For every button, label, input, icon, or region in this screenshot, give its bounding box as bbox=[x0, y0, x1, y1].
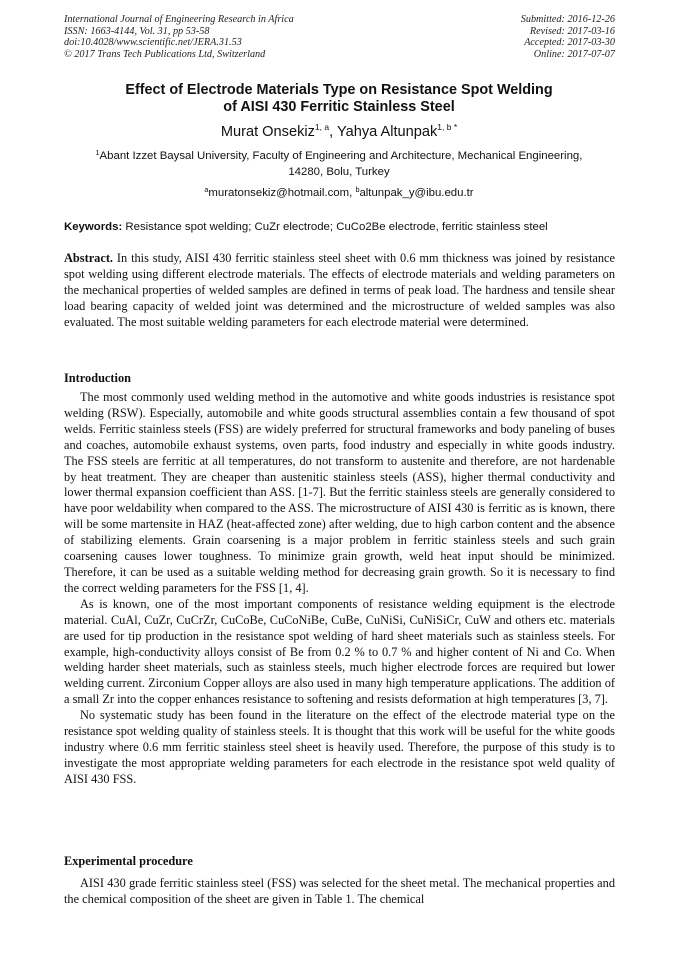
journal-header-right bbox=[521, 14, 615, 60]
paragraph: No systematic study has been found in the literature on the effect of the electrode material type on the resistance spot welding quality of stainless steels. It is thought that this work will be useful for the white goods industry where 0.6 mm ferritic stainless steel sheet is heavily used. Therefore, the purpose of this study is to investigate the most appropriate welding parameters for each electrode in the resistance spot weld quality of AISI 430 FSS. bbox=[64, 708, 615, 786]
title-line-1: Effect of Electrode Materials Type on Resistance Spot Welding bbox=[125, 82, 553, 98]
keywords bbox=[64, 220, 616, 235]
section-heading: Experimental procedure bbox=[64, 854, 193, 868]
section-heading: Introduction bbox=[64, 371, 131, 385]
paper-title bbox=[60, 82, 618, 116]
abstract-label: Abstract. bbox=[64, 251, 114, 265]
author-separator: , bbox=[329, 124, 337, 140]
email-link[interactable]: muratonsekiz@hotmail.com, bbox=[208, 187, 356, 199]
experimental-body bbox=[64, 876, 615, 908]
email-superscript: a bbox=[204, 185, 209, 194]
paragraph: AISI 430 grade ferritic stainless steel (FSS) was selected for the sheet metal. The mechanical properties and the chemical composition of the sheet are given in Table 1. The chemical bbox=[64, 876, 615, 906]
paragraph: As is known, one of the most important components of resistance welding equipment is the electrode material. CuAl, CuZr, CuCrZr, CuCoBe, CuCoNiBe, CuBe, CuNiSi, CuNiSiCr, CuW and others etc. materials are used for tip production in the resistance spot welding of hard sheet materials such as stainless steels. For example, high-conductivity alloys consist of Be from 0.2 % to 0.7 % and higher content of Ni and Co. When welding harder sheet materials, such as stainless steels, much higher electrode forces are required but lower welding current. Zirconium Copper alloys are also used in many high temperature applications. The addition of a small Zr into the copper enhances resistance to softening and resists deformation at high temperatures [3, 7]. bbox=[64, 596, 615, 707]
affiliation bbox=[60, 149, 618, 180]
journal-header-left bbox=[64, 14, 294, 60]
introduction-body bbox=[64, 390, 615, 788]
author-list bbox=[60, 123, 618, 141]
submitted-date: Submitted: 2016-12-26 bbox=[520, 14, 615, 25]
revised-date: Revised: 2017-03-16 bbox=[529, 25, 615, 37]
author-superscript: 1, b * bbox=[437, 122, 458, 132]
author-name: Murat Onsekiz bbox=[220, 124, 315, 140]
author-name: Yahya Altunpak bbox=[336, 124, 438, 140]
author-emails bbox=[60, 186, 618, 201]
abstract bbox=[64, 251, 615, 331]
doi-line: doi:10.4028/www.scientific.net/JERA.31.53 bbox=[64, 37, 242, 49]
copyright-line: © 2017 Trans Tech Publications Ltd, Switzerland bbox=[64, 48, 266, 60]
abstract-text: In this study, AISI 430 ferritic stainless steel sheet with 0.6 mm thickness was joined by resistance spot welding using different electrode materials. The effects of electrode materials and welding parameters on the mechanical properties of welded samples are defined in terms of peak load. The hardness and tensile shear load bearing capacity of welded joint was determined and the microstructure of welded samples was also evaluated. The most suitable welding parameters for each electrode material were determined. bbox=[64, 251, 615, 329]
issn-line: ISSN: 1663-4144, Vol. 31, pp 53-58 bbox=[64, 25, 210, 37]
title-line-2: of AISI 430 Ferritic Stainless Steel bbox=[223, 99, 455, 115]
paragraph: The most commonly used welding method in the automotive and white goods industries is resistance spot welding (RSW). Especially, automobile and white goods structural assemblies contain a few thousand of spot welds. Ferritic stainless steels (FSS) are widely preferred for structural frameworks and body paneling of buses and coaches, automobile exhaust systems, oven parts, food industry and especially in white goods industry. The FSS steels are ferritic at all temperatures, do not transform to austenite and therefore, are not hardenable by heat treatment. They are cheaper than austenitic stainless steels (ASS), higher thermal conductivity and lower thermal expansion coefficient than ASS. [1-7]. But the ferritic stainless steels are generally considered to have poor weldability when compared to the ASS. The microstructure of AISI 430 is ferritic as is known, there will be some martensite in HAZ (heat-affected zone) after welding, due to high carbon content and the absence of stabilizing elements. Grain coarsening is a major problem in ferritic stainless steels and such grain coarsening causes lower toughness. To minimize grain growth, weld heat input should be minimized. Therefore, it can be used as a suitable welding method for decreasing grain growth. So it is necessary to find the correct welding parameters for the FSS [1, 4]. bbox=[64, 390, 615, 595]
online-date: Online: 2017-07-07 bbox=[533, 48, 615, 60]
accepted-date: Accepted: 2017-03-30 bbox=[524, 37, 615, 49]
author-superscript: 1, a bbox=[314, 122, 330, 132]
affiliation-superscript: 1 bbox=[95, 148, 100, 157]
keywords-text: Resistance spot welding; CuZr electrode; CuCo2Be electrode, ferritic stainless steel bbox=[122, 221, 548, 233]
affiliation-line-1: Abant Izzet Baysal University, Faculty of Engineering and Architecture, Mechanical Engineering, bbox=[99, 150, 583, 162]
affiliation-line-2: 14280, Bolu, Turkey bbox=[288, 165, 390, 178]
email-link[interactable]: altunpak_y@ibu.edu.tr bbox=[359, 187, 474, 199]
email-superscript: b bbox=[355, 185, 360, 194]
keywords-label: Keywords: bbox=[64, 221, 123, 233]
journal-name: International Journal of Engineering Research in Africa bbox=[64, 14, 294, 25]
